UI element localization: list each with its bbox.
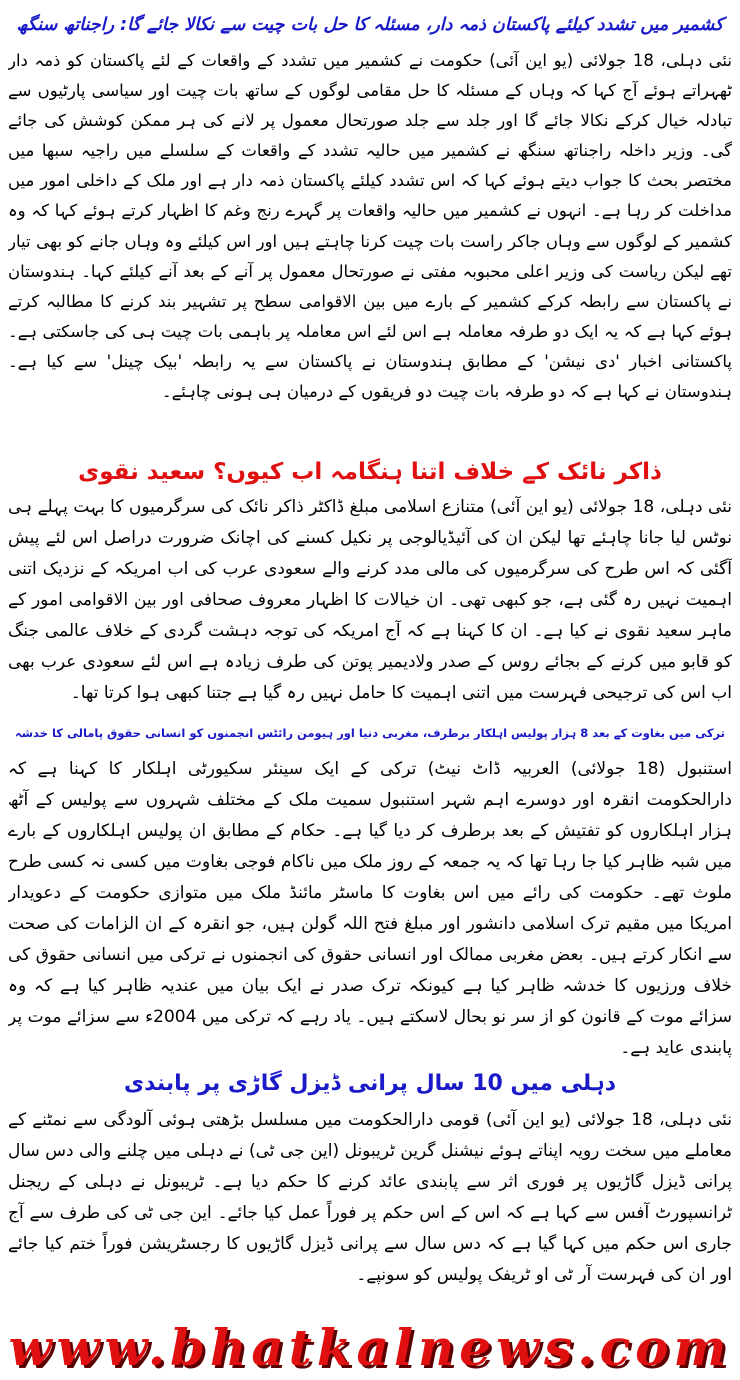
body-turkey: استنبول (18 جولائی) العربیہ ڈاٹ نیٹ) ترکی کے ایک سینئر سکیورٹی اہلکار کا کہنا ہے کہ دارالحکومت انقرہ اور دوسرے اہم شہر استنبول سمیت ملک کے مختلف شہروں سے پولیس کے آٹھ ہزار اہلکاروں کو تفتیش کے بعد برطرف کر دیا گیا ہے۔ حکام کے مطابق ان پولیس اہلکاروں کے بارے میں شبہ ظاہر کیا جا رہا تھا کہ یہ جمعہ کے روز ملک میں ناکام فوجی بغاوت میں کسی نہ کسی طرح ملوث تھے۔ حکومت کی رائے میں اس بغاوت کا ماسٹر مائنڈ ملک میں متوازی حکومت کے دعویدار امریکا میں مقیم ترک اسلامی دانشور اور مبلغ فتح اللہ گولن ہیں، جو انقرہ کے ان الزامات کی صحت سے انکار کرتے ہیں۔ بعض مغربی ممالک اور انسانی حقوق کی انجمنوں نے ترکی میں انسانی حقوق کی خلاف ورزیوں کا خدشہ ظاہر کیا ہے کیونکہ ترک صدر نے ایک بیان میں عندیہ ظاہر کیا ہے کہ وہ سزائے موت کے قانون کو از سر نو بحال لاسکتے ہیں۔ یاد رہے کہ ترکی میں 2004ء سے سزائے موت پر پابندی عاید ہے۔	[8, 759, 732, 1058]
body-zakir-naik: نئی دہلی، 18 جولائی (یو این آئی) متنازع اسلامی مبلغ ڈاکٹر ذاکر نائک کی سرگرمیوں کا بہت پہلے ہی نوٹس لیا جانا چاہئے تھا لیکن ان کی آئیڈیالوجی پر نکیل کسنے کی اچانک ضرورت دراصل اس لئے پیش آگئی کہ اس طرح کی سرگرمیوں کی مالی مدد کرنے والے سعودی عرب کی اب امریکہ کے نزدیک اتنی اہمیت نہیں رہ گئی ہے، جو کبھی تھی۔ ان خیالات کا اظہار معروف صحافی اور بین الاقوامی امور کے ماہر سعید نقوی نے کیا ہے۔ ان کا کہنا ہے کہ آج امریکہ کی توجہ دہشت گردی کے خلاف عالمی جنگ کو قابو میں کرنے کے بجائے روس کے صدر ولادیمیر پوتن کی طرف زیادہ ہے اس لئے سعودی عرب بھی اب اس کی ترجیحی فہرست میں اتنی اہمیت کا حامل نہیں رہ گیا ہے جتنا کبھی ہوا کرتا تھا۔	[8, 497, 732, 703]
site-logo: www.bhatkalnews.com	[8, 1318, 732, 1377]
article-zakir-naik	[8, 452, 732, 748]
headline-kashmir: کشمیر میں تشدد کیلئے پاکستان ذمہ دار، مسئلہ کا حل بات چیت سے نکالا جائے گا: راجناتھ سنگھ	[16, 15, 724, 35]
article-kashmir	[8, 4, 732, 446]
headline-zakir-naik: ذاکر نائک کے خلاف اتنا ہنگامہ اب کیوں؟ سعید نقوی	[78, 459, 662, 485]
headline-delhi-diesel: دہلی میں 10 سال پرانی ڈیزل گاڑی پر پابندی	[123, 1071, 616, 1096]
body-kashmir: نئی دہلی، 18 جولائی (یو این آئی) حکومت نے کشمیر میں تشدد کے واقعات کے لئے پاکستان کو ذمہ دار ٹھہراتے ہوئے آج کہا کہ وہاں کے مسئلہ کا حل مقامی لوگوں کے ساتھ بات چیت اور سیاسی پارٹیوں سے تبادلہ خیال کرکے نکالا جائے گا اور جلد سے جلد صورتحال معمول پر لانے کی ہر ممکن کوشش کی جائے گی۔ وزیر داخلہ راجناتھ سنگھ نے کشمیر میں حالیہ تشدد کے واقعات کے سلسلے میں راجیہ سبھا میں مختصر بحث کا جواب دیتے ہوئے کہا کہ اس تشدد کیلئے پاکستان ذمہ دار ہے اور ملک کے داخلی امور میں مداخلت کر رہا ہے۔ انہوں نے کشمیر میں حالیہ واقعات پر گہرے رنج وغم کا اظہار کرتے ہوئے کہا کہ وہ کشمیر کے لوگوں سے وہاں جاکر راست بات چیت کرنا چاہتے ہیں اور اس کیلئے وہ وہاں جانے کو بھی تیار تھے لیکن ریاست کی وزیر اعلی محبوبہ مفتی نے صورتحال معمول پر آنے کے بعد آنے کیلئے کہا۔ ہندوستان نے پاکستان سے رابطہ کرکے کشمیر کے بارے میں بین الاقوامی سطح پر تشہیر بند کرنے کا مطالبہ کرتے ہوئے کہا ہے کہ یہ ایک دو طرفہ معاملہ ہے اس لئے اس معاملہ پر باہمی بات چیت ہی کی جاسکتی ہے۔ پاکستانی اخبار 'دی نیشن' کے مطابق ہندوستان نے پاکستان سے یہ رابطہ 'بیک چینل' سے کیا ہے۔ ہندوستان نے کہا ہے کہ دو طرفہ بات چیت دو فریقوں کے درمیان ہی ہونی چاہئے۔	[8, 51, 732, 402]
article-delhi-diesel	[8, 1063, 732, 1355]
body-delhi-diesel: نئی دہلی، 18 جولائی (یو این آئی) قومی دارالحکومت میں مسلسل بڑھتی ہوئی آلودگی سے نمٹنے کے معاملے میں سخت رویہ اپناتے ہوئے نیشنل گرین ٹریبونل (این جی ٹی) نے دہلی میں چلنے والی دس سال پرانی ڈیزل گاڑیوں پر فوری اثر سے پابندی عائد کرنے کا حکم دیا ہے۔ ٹریبونل نے دہلی کے ریجنل ٹرانسپورٹ آفس سے کہا ہے کہ اس کے اس حکم پر فوراً عمل کیا جائے۔ این جی ٹی کی طرف سے آج جاری اس حکم میں کہا گیا ہے کہ دس سال سے پرانی ڈیزل گاڑیوں کا رجسٹریشن فوراً ختم کیا جائے اور ان کی فہرست آر ٹی او ٹریفک پولیس کو سونپے۔	[8, 1110, 732, 1285]
headline-turkey: ترکی میں بغاوت کے بعد 8 ہزار پولیس اہلکار برطرف، مغربی دنیا اور ہیومن رائٹس انجمنوں کو انسانی حقوق پامالی کا خدشہ	[15, 726, 725, 740]
article-turkey	[8, 712, 732, 1099]
